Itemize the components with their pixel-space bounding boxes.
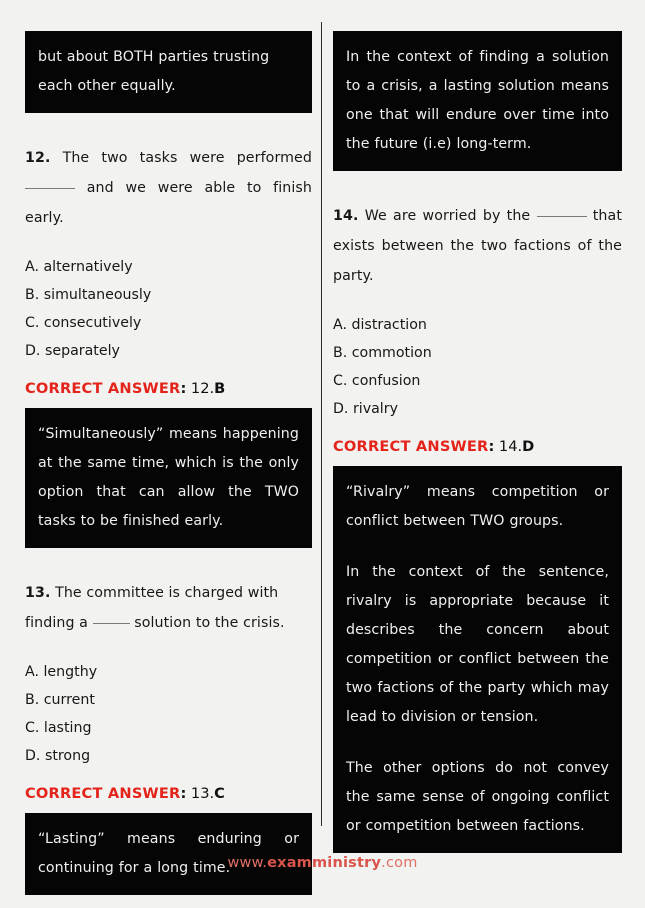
spacer <box>333 423 622 437</box>
spacer <box>25 770 312 784</box>
footer-url-suffix: .com <box>381 855 418 871</box>
footer-url-prefix: www. <box>227 855 268 871</box>
spacer <box>25 548 312 578</box>
explanation-box-question-14 <box>333 466 622 853</box>
explanation-paragraph: “Rivalry” means competition or conflict between TWO groups. <box>346 484 609 529</box>
question-12-stem <box>25 143 312 233</box>
correct-answer-number: 14. <box>498 438 523 455</box>
question-12-stem-before: The two tasks were performed <box>62 150 312 166</box>
spacer <box>333 291 622 311</box>
correct-answer-letter: D <box>522 438 535 455</box>
option-item[interactable]: D. separately <box>25 343 120 359</box>
option-item[interactable]: B. simultaneously <box>25 287 152 303</box>
question-13-options <box>25 658 312 770</box>
option-item[interactable]: B. commotion <box>333 345 432 361</box>
explanation-box-carryover-left <box>25 31 312 113</box>
spacer <box>25 399 312 408</box>
correct-answer-number: 13. <box>190 785 215 802</box>
question-13-number: 13. <box>25 585 51 601</box>
correct-answer-letter: C <box>214 785 225 802</box>
option-item[interactable]: C. lasting <box>25 720 92 736</box>
explanation-paragraph: The other options do not convey the same sense of ongoing conflict or competition between factions. <box>346 760 609 834</box>
correct-answer-colon: : <box>180 380 187 397</box>
explanation-paragraph: In the context of finding a solution to a crisis, a lasting solution means one that will endure over time into the future (i.e) long-term. <box>346 49 609 152</box>
question-12-number: 12. <box>25 150 51 166</box>
correct-answer-number: 12. <box>190 380 215 397</box>
explanation-paragraph: “Lasting” means enduring or continuing for a long time. <box>38 831 299 876</box>
question-13-stem-after: solution to the crisis. <box>134 615 285 631</box>
question-12-correct-answer <box>25 379 312 399</box>
explanation-paragraph: “Simultaneously” means happening at the same time, which is the only option that can allow the TWO tasks to be finished early. <box>38 426 299 529</box>
option-item[interactable]: A. lengthy <box>25 664 98 680</box>
correct-answer-label: CORRECT ANSWER <box>25 380 181 397</box>
correct-answer-label: CORRECT ANSWER <box>25 785 181 802</box>
question-13-correct-answer <box>25 784 312 804</box>
explanation-paragraph: In the context of the sentence, rivalry is appropriate because it describes the concern about competition or conflict between the two factions of the party which may lead to division or tension. <box>346 564 609 725</box>
question-12-options <box>25 253 312 365</box>
question-13-stem-before: The committee is charged with finding a <box>25 585 279 631</box>
spacer <box>25 804 312 813</box>
explanation-box-question-12 <box>25 408 312 548</box>
explanation-box-carryover-right <box>333 31 622 171</box>
question-14-stem <box>333 201 622 291</box>
question-14-stem-before: We are worried by the <box>364 208 531 224</box>
option-item[interactable]: B. current <box>25 692 95 708</box>
spacer <box>25 365 312 379</box>
spacer <box>333 457 622 466</box>
option-item[interactable]: D. rivalry <box>333 401 398 417</box>
question-14-blank <box>537 216 587 217</box>
option-item[interactable]: D. strong <box>25 748 91 764</box>
question-14-number: 14. <box>333 208 359 224</box>
option-item[interactable]: C. consecutively <box>25 315 142 331</box>
question-14-options <box>333 311 622 423</box>
question-13-stem <box>25 578 312 638</box>
question-12-stem-after: and we were able to finish early. <box>25 180 312 226</box>
correct-answer-letter: B <box>214 380 226 397</box>
right-column <box>322 0 645 838</box>
column-divider <box>321 22 322 826</box>
spacer <box>333 171 622 201</box>
correct-answer-label: CORRECT ANSWER <box>333 438 489 455</box>
correct-answer-colon: : <box>180 785 187 802</box>
explanation-paragraph: but about BOTH parties trusting each other equally. <box>38 49 270 94</box>
question-14-correct-answer <box>333 437 622 457</box>
spacer <box>25 113 312 143</box>
option-item[interactable]: A. alternatively <box>25 259 133 275</box>
option-item[interactable]: C. confusion <box>333 373 421 389</box>
explanation-box-question-13 <box>25 813 312 895</box>
question-13-blank <box>93 623 130 624</box>
correct-answer-colon: : <box>488 438 495 455</box>
spacer <box>25 638 312 658</box>
footer-website-url[interactable] <box>0 855 645 871</box>
footer-site-name: examministry <box>267 855 382 871</box>
question-12-blank <box>25 188 75 189</box>
option-item[interactable]: A. distraction <box>333 317 427 333</box>
question-14-stem-after: that exists between the two factions of the party. <box>333 208 622 284</box>
spacer <box>25 233 312 253</box>
